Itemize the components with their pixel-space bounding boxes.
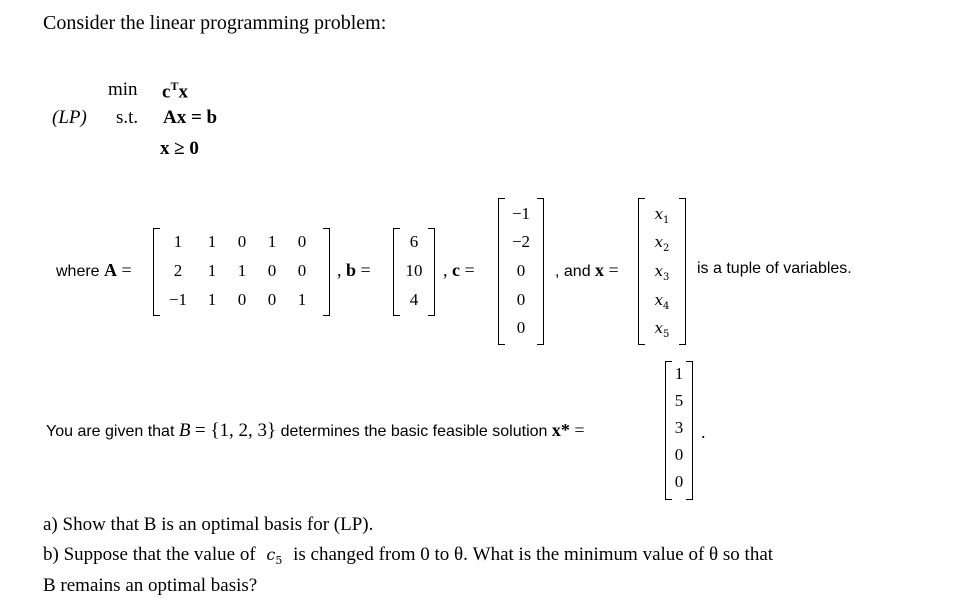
c-equals: = [464,260,475,280]
b-label [337,260,371,281]
matrix-A-cell-r1c3: 0 [237,232,247,251]
A-equals: = [121,260,132,280]
lp-objective [162,79,188,103]
vector-c-entry-5: 0 [516,318,526,337]
matrix-A-cell-r1c1: 1 [173,232,183,251]
matrix-A-cell-r2c5: 0 [297,261,307,280]
vector-x-entry-4: $x_4$ [654,291,670,312]
given-prefix: You are given that [46,423,175,440]
intro-text: Consider the linear programming problem: [43,12,387,34]
matrix-A-cell-r1c2: 1 [207,232,217,251]
matrix-A-cell-r3c4: 0 [267,290,277,309]
comma: , [443,260,448,280]
b-symbol: b [346,260,357,280]
A-symbol: A [104,260,118,280]
vector-c [498,198,544,345]
where-label [56,260,132,281]
vector-b [393,228,435,316]
vector-c-entry-3: 0 [516,261,526,280]
matrix-A-cell-r2c3: 1 [237,261,247,280]
b-equals: = [360,260,371,280]
c5-symbol [266,545,283,568]
vector-b-entry-1: 6 [409,232,419,251]
vector-c-entry-4: 0 [516,290,526,309]
where-text: where [56,263,100,280]
vector-x-entry-1: $x_1$ [654,205,670,226]
and-text: , and [555,263,591,280]
and-x-label [555,260,619,281]
question-a: a) Show that B is an optimal basis for (LP). [43,514,374,535]
B-symbol: B [178,420,191,441]
lp-label: (LP) [52,107,87,128]
B-set: = {1, 2, 3} [194,420,277,441]
x-symbol: x [595,260,605,280]
matrix-A-cell-r2c4: 0 [267,261,277,280]
vector-x [638,198,686,345]
matrix-A-cell-r1c5: 0 [297,232,307,251]
matrix-A-cell-r3c1: −1 [168,290,188,309]
vector-xstar-entry-2: 5 [674,391,684,410]
obj-x: x [178,81,188,103]
matrix-A-cell-r3c3: 0 [237,290,247,309]
lp-constraint-nonneg: x ≥ 0 [160,138,199,159]
lp-min-label: min [108,79,138,100]
xstar-symbol: x* [551,420,570,440]
matrix-A-cell-r1c4: 1 [267,232,277,251]
matrix-A-cell-r3c2: 1 [207,290,217,309]
vector-xstar-entry-5: 0 [674,472,684,491]
obj-c: c [162,81,171,103]
vector-c-entry-2: −2 [511,232,531,251]
c-label [443,260,475,281]
given-middle: determines the basic feasible solution [280,423,548,440]
vector-b-entry-2: 10 [405,261,423,280]
question-b-line2: B remains an optimal basis? [43,575,258,596]
question-b-part1: b) Suppose that the value of [43,544,256,565]
vector-x-entry-2: $x_2$ [654,233,670,254]
vector-xstar [665,361,693,500]
xstar-period: . [701,422,706,442]
vector-xstar-entry-1: 1 [674,364,684,383]
obj-transpose: T [170,79,179,93]
lp-constraint-eq: Ax = b [163,107,218,128]
tuple-text: is a tuple of variables. [697,260,852,277]
lp-st-label: s.t. [116,107,139,128]
vector-xstar-entry-4: 0 [674,445,684,464]
given-line [46,420,584,442]
matrix-A [153,228,330,316]
xstar-equals: = [574,420,585,440]
c5-base: c [266,545,276,564]
c-symbol: c [452,260,460,280]
c5-sub: 5 [275,554,283,568]
vector-b-entry-3: 4 [409,290,419,309]
vector-x-entry-3: $x_3$ [654,262,670,283]
matrix-A-cell-r2c2: 1 [207,261,217,280]
question-b-part2: is changed from 0 to θ. What is the minimum value of θ so that [293,544,774,565]
vector-c-entry-1: −1 [511,204,531,223]
vector-xstar-entry-3: 3 [674,418,684,437]
matrix-A-cell-r3c5: 1 [297,290,307,309]
question-b [43,544,773,567]
comma: , [337,260,342,280]
vector-x-entry-5: $x_5$ [654,319,670,340]
x-equals: = [608,260,619,280]
matrix-A-cell-r2c1: 2 [173,261,183,280]
